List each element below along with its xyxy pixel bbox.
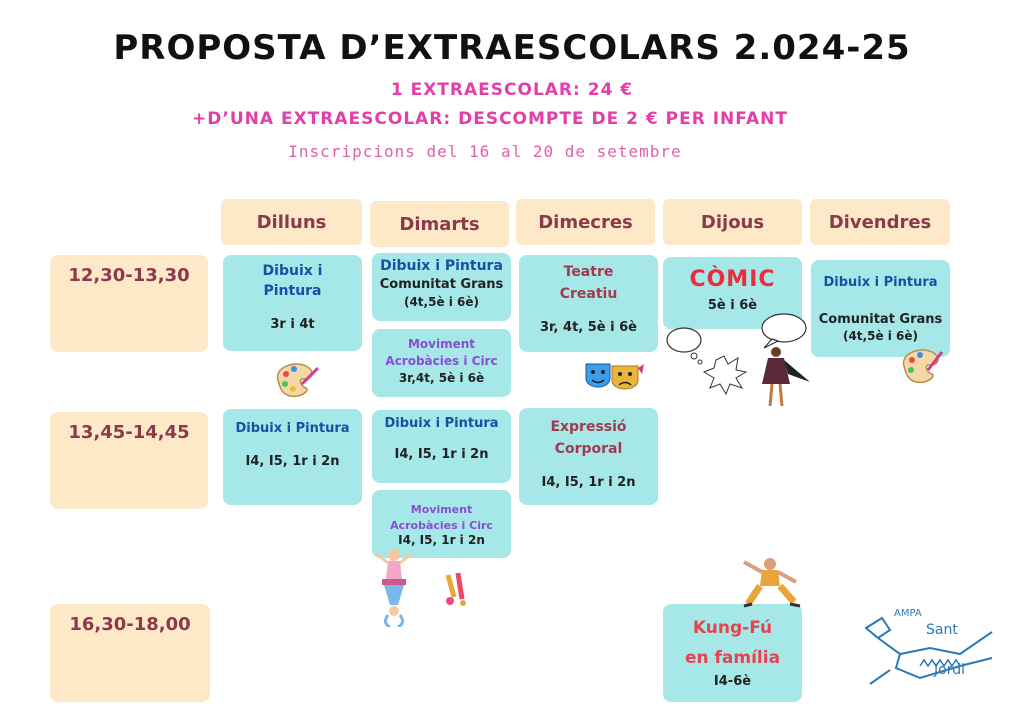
activity-tue-drawing-2 [372,410,511,483]
activity-fri-drawing-grans [811,260,950,357]
dragon-logo-icon [860,608,1000,692]
activity-name: Dibuix i Pintura [384,416,499,431]
activity-thu-kungfu [663,604,802,702]
activity-mon-drawing-2 [223,409,362,505]
activity-sub: Comunitat Grans [379,277,504,292]
activity-name: Teatre [563,264,614,280]
activity-name: Dibuix i Pintura [823,275,938,290]
activity-name: Acrobàcies i Circ [385,354,498,368]
price-one-activity: 1 EXTRAESCOLAR: 24 € [390,80,634,100]
day-tuesday: Dimarts [370,201,509,247]
palette-icon [898,346,944,386]
activity-name: Creatiu [559,286,618,302]
activity-groups: 3r i 4t [270,317,315,332]
registration-dates: Inscripcions del 16 al 20 de setembre [288,142,682,161]
activity-groups: (4t,5è i 6è) [403,295,480,309]
activity-groups: I4, I5, 1r i 2n [245,454,340,469]
activity-tue-circus [372,329,511,397]
theatre-masks-icon [582,360,644,396]
activity-name: Pintura [263,283,322,299]
page-title: PROPOSTA D’EXTRAESCOLARS 2.024-25 [113,28,911,68]
activity-name: Expressió [550,419,627,435]
time-slot-1: 12,30-13,30 [50,255,208,352]
activity-name: Kung-Fú [692,618,773,638]
activity-wed-theatre [519,255,658,352]
activity-name: Dibuix i Pintura [380,258,503,274]
palette-icon [272,360,320,398]
ampa-logo [860,608,1000,692]
comic-bubbles-icon [664,312,814,408]
activity-name: Dibuix i [262,263,323,279]
acrobats-icon [368,545,478,627]
activity-groups: (4t,5è i 6è) [842,329,919,343]
price-discount: +D’UNA EXTRAESCOLAR: DESCOMPTE DE 2 € PER INFANT [192,109,788,129]
logo-ampa-text: AMPA [894,608,922,619]
activity-groups: I4-6è [713,674,752,689]
activity-name: CÒMIC [689,267,776,292]
activity-groups: I4, I5, 1r i 2n [541,475,636,490]
logo-name-text: Sant [926,622,958,638]
activity-groups: 3r, 4t, 5è i 6è [540,320,637,335]
activity-name: Moviment [410,503,473,516]
activity-tue-drawing-grans [372,253,511,321]
activity-groups: 3r,4t, 5è i 6è [398,371,485,385]
logo-name-text: Jordi [934,662,965,678]
activity-groups: 5è i 6è [707,298,758,313]
kungfu-figure-icon [738,556,802,612]
activity-groups: I4, I5, 1r i 2n [394,447,489,462]
activity-mon-drawing [223,255,362,351]
activity-name: Dibuix i Pintura [235,421,350,436]
activity-name: Acrobàcies i Circ [390,519,493,532]
time-slot-2: 13,45-14,45 [50,412,208,509]
day-monday: Dilluns [221,199,362,245]
day-thursday: Dijous [663,199,802,245]
day-wednesday: Dimecres [516,199,655,245]
activity-sub: Comunitat Grans [818,312,943,327]
time-slot-3: 16,30-18,00 [50,604,210,702]
activity-name: Corporal [554,441,623,457]
activity-name: Moviment [407,337,476,351]
activity-groups: I4, I5, 1r i 2n [398,533,485,547]
day-friday: Divendres [810,199,950,245]
activity-name: en família [684,648,781,668]
activity-wed-expression [519,408,658,505]
